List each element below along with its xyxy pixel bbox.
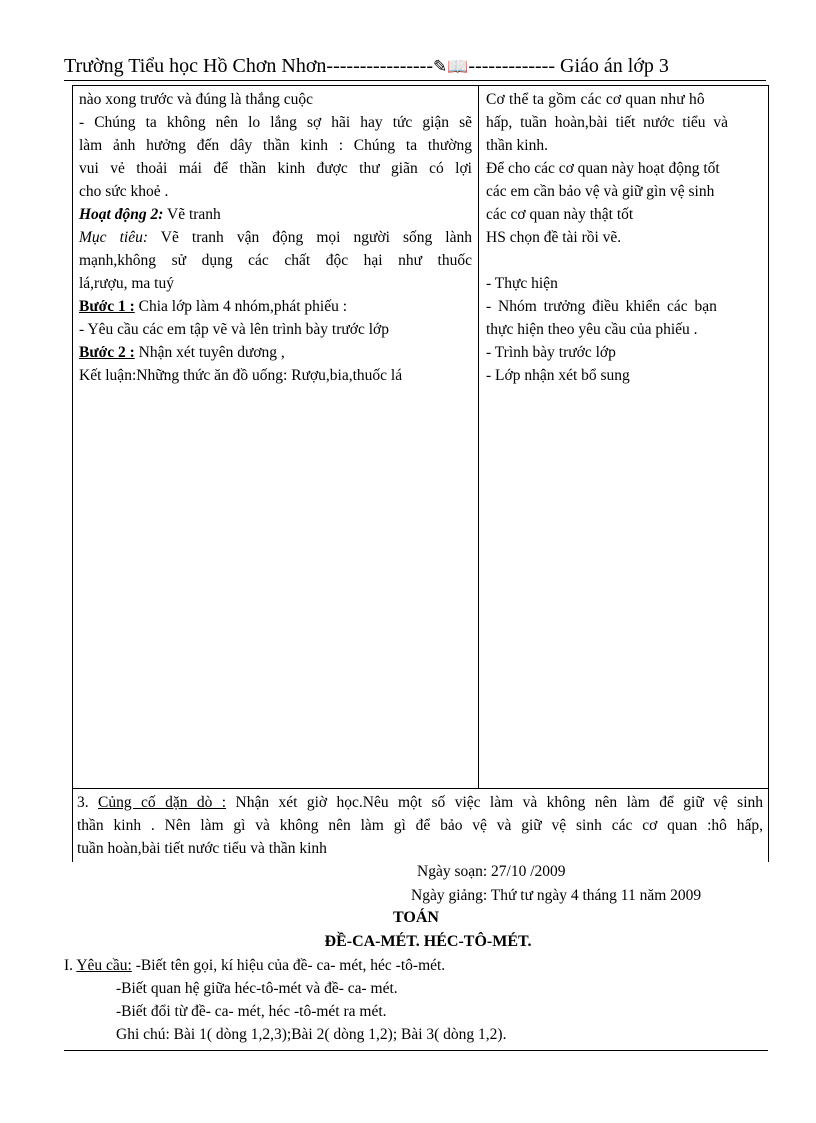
text-line: hấp, tuần hoàn,bài tiết nước tiểu và xyxy=(486,114,729,131)
subject-title: TOÁN xyxy=(393,909,439,926)
student-activities-column xyxy=(486,88,769,387)
requirement-line-2: -Biết quan hệ giữa héc-tô-mét và đề- ca- mét. xyxy=(116,980,398,997)
step-1-text: Chia lớp làm 4 nhóm,phát phiếu : xyxy=(134,298,348,315)
column-divider xyxy=(478,85,479,788)
text-line: Cơ thể ta gồm các cơ quan như hô xyxy=(486,91,705,108)
consolidation-line-3: tuần hoàn,bài tiết nước tiểu và thần kinh xyxy=(77,840,327,857)
step-1-line xyxy=(79,295,472,318)
consolidation-line-2: thần kinh . Nên làm gì và không nên làm gì để bảo vệ và giữ vệ sinh các cơ quan :hô hấp, xyxy=(77,817,763,834)
header-grade: ------------- Giáo án lớp 3 xyxy=(468,55,669,77)
text-line: thần kinh. xyxy=(486,137,548,154)
teacher-activities-column xyxy=(79,88,472,387)
text-line: lá,rượu, ma tuý xyxy=(79,275,174,292)
page-header xyxy=(64,52,764,80)
consolidation-number: 3. xyxy=(77,794,99,811)
consolidation-section xyxy=(77,791,763,860)
objective-text: Vẽ tranh vận động mọi người sống lành xyxy=(148,229,472,246)
teaching-date: Ngày giảng: Thứ tư ngày 4 tháng 11 năm 2009 xyxy=(411,887,702,904)
text-line: - Chúng ta không nên lo lắng sợ hãi hay tức giận sẽ xyxy=(79,114,472,131)
text-line: các em cần bảo vệ và giữ gìn vệ sinh xyxy=(486,183,715,200)
text-line: các cơ quan này thật tốt xyxy=(486,206,634,223)
text-line: cho sức khoẻ . xyxy=(79,183,169,200)
requirement-line-1 xyxy=(64,954,764,977)
step-2-line xyxy=(79,341,472,364)
footer-rule xyxy=(64,1050,768,1051)
activity-2-text: Vẽ tranh xyxy=(163,206,221,223)
text-line: Kết luận:Những thức ăn đồ uống: Rượu,bia,thuốc lá xyxy=(79,367,403,384)
blank-line xyxy=(486,249,769,272)
objective-line xyxy=(79,226,472,249)
objective-label: Mục tiêu: xyxy=(79,229,149,246)
consolidation-label: Củng cố dặn dò : xyxy=(98,794,227,811)
consolidation-text: Nhận xét giờ học.Nêu một số việc làm và không nên làm để giữ vệ sinh xyxy=(226,794,764,811)
requirement-line-3: -Biết đổi từ đề- ca- mét, héc -tô-mét ra mét. xyxy=(116,1003,387,1020)
step-1-label: Bước 1 : xyxy=(79,298,135,315)
step-2-text: Nhận xét tuyên dương , xyxy=(134,344,285,361)
text-line: nào xong trước và đúng là thắng cuộc xyxy=(79,91,313,108)
text-line: HS chọn đề tài rồi vẽ. xyxy=(486,229,622,246)
requirements-section xyxy=(64,954,764,1046)
text-line: - Trình bày trước lớp xyxy=(486,344,616,361)
text-line: - Yêu cầu các em tập vẽ và lên trình bày trước lớp xyxy=(79,321,389,338)
header-rule xyxy=(64,80,766,81)
book-icon: ✎📖 xyxy=(433,57,469,77)
text-line: vui vẻ thoải mái để thần kinh được thư giãn có lợi xyxy=(79,160,472,177)
requirement-text: -Biết tên gọi, kí hiệu của đề- ca- mét, héc -tô-mét. xyxy=(131,957,446,974)
text-line: - Nhóm trưởng điều khiển các bạn xyxy=(486,298,717,315)
text-line: Để cho các cơ quan này hoạt động tốt xyxy=(486,160,720,177)
text-line: mạnh,không sử dụng các chất độc hại như thuốc xyxy=(79,252,472,269)
text-line: thực hiện theo yêu cầu của phiếu . xyxy=(486,321,698,338)
requirements-prefix: I. xyxy=(64,957,77,974)
step-2-label: Bước 2 : xyxy=(79,344,135,361)
consolidation-line-1 xyxy=(77,791,763,814)
requirements-label: Yêu cầu: xyxy=(76,957,132,974)
text-line: - Lớp nhận xét bổ sung xyxy=(486,367,630,384)
activity-2-heading xyxy=(79,203,472,226)
text-line: làm ảnh hưởng đến dây thần kinh : Chúng ta thường xyxy=(79,137,472,154)
prep-date: Ngày soạn: 27/10 /2009 xyxy=(417,863,566,880)
note-line: Ghi chú: Bài 1( dòng 1,2,3);Bài 2( dòng 1,2); Bài 3( dòng 1,2). xyxy=(116,1026,507,1043)
text-line: - Thực hiện xyxy=(486,275,558,292)
lesson-title: ĐỀ-CA-MÉT. HÉC-TÔ-MÉT. xyxy=(324,933,532,950)
header-school: Trường Tiểu học Hồ Chơn Nhơn---------------- xyxy=(64,55,433,77)
activity-2-label: Hoạt động 2: xyxy=(79,206,164,223)
